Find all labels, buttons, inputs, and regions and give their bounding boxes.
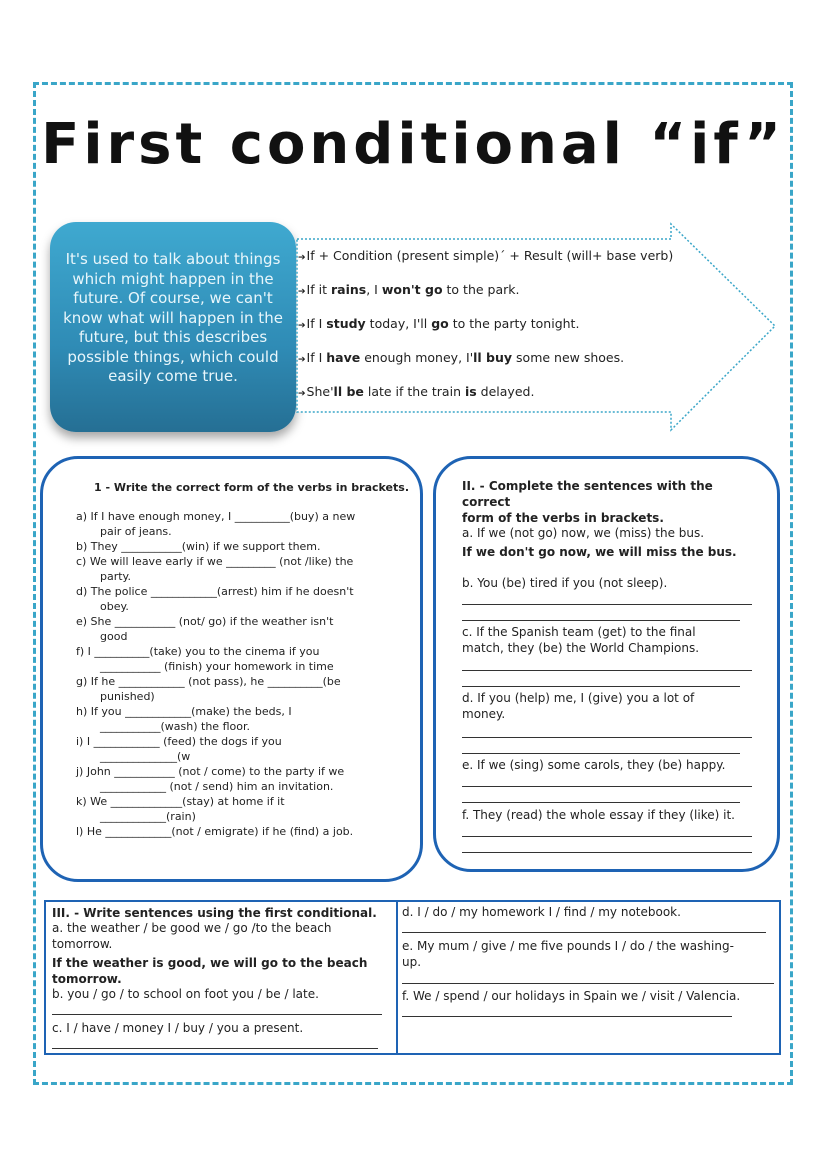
exercise-line: ______________(w (100, 750, 191, 763)
exercise-2-item-a: a. If we (not go) now, we (miss) the bus. (462, 526, 705, 540)
exercise-3-item-e: e. My mum / give / me five pounds I / do / the washing- up. (402, 939, 734, 969)
exercise-line: ___________(wash) the floor. (100, 720, 250, 733)
exercise-2-item-f: f. They (read) the whole essay if they (like) it. (462, 808, 735, 822)
exercise-line: ____________(rain) (100, 810, 196, 823)
intro-box: It's used to talk about things which might happen in the future. Of course, we can't know what will happen in the future, but this describes possible things, which could easily come true. (50, 222, 296, 432)
answer-line[interactable] (462, 802, 740, 803)
exercise-2-answer-a: If we don't go now, we will miss the bus. (462, 545, 737, 559)
exercise-1-list (76, 509, 406, 839)
exercise-line: h) If you ____________(make) the beds, I (76, 705, 292, 718)
exercise-2-heading: II. - Complete the sentences with the correct form of the verbs in brackets. (462, 479, 713, 525)
answer-line[interactable] (462, 753, 740, 754)
rule-item: ➔If I study today, I'll go to the party tonight. (298, 316, 580, 331)
answer-line[interactable] (462, 620, 740, 621)
exercise-line: ___________ (finish) your homework in time (100, 660, 334, 673)
answer-line[interactable] (402, 932, 766, 933)
exercise-line: l) He ____________(not / emigrate) if he (find) a job. (76, 825, 354, 838)
exercise-3-item-c: c. I / have / money I / buy / you a present. (52, 1021, 304, 1035)
answer-line[interactable] (462, 686, 740, 687)
answer-line[interactable] (402, 1016, 732, 1017)
exercise-line: c) We will leave early if we _________ (not /like) the (76, 555, 354, 568)
exercise-3-answer-a: If the weather is good, we will go to the beach tomorrow. (52, 956, 368, 986)
rule-item: ➔If I have enough money, I'll buy some new shoes. (298, 350, 625, 365)
table-divider (396, 902, 398, 1053)
rule-item: ➔If + Condition (present simple)´ + Result (will+ base verb) (298, 248, 674, 263)
exercise-line: e) She ___________ (not/ go) if the weather isn't (76, 615, 334, 628)
answer-line[interactable] (462, 836, 752, 837)
answer-line[interactable] (462, 604, 752, 605)
exercise-2-item-d: d. If you (help) me, I (give) you a lot of money. (462, 691, 695, 721)
answer-line[interactable] (402, 983, 774, 984)
exercise-line: d) The police ____________(arrest) him if he doesn't (76, 585, 354, 598)
exercise-line: g) If he ____________ (not pass), he __________(be (76, 675, 341, 688)
exercise-2-item-b: b. You (be) tired if you (not sleep). (462, 576, 668, 590)
exercise-3-item-a: a. the weather / be good we / go /to the beach tomorrow. (52, 921, 332, 951)
exercise-2-item-c: c. If the Spanish team (get) to the final match, they (be) the World Champions. (462, 625, 700, 655)
exercise-3-item-d: d. I / do / my homework I / find / my notebook. (402, 905, 681, 919)
exercise-3-item-f: f. We / spend / our holidays in Spain we / visit / Valencia. (402, 989, 741, 1003)
exercise-3-item-b: b. you / go / to school on foot you / be / late. (52, 987, 319, 1001)
rule-item: ➔She'll be late if the train is delayed. (298, 384, 535, 399)
exercise-2-item-e: e. If we (sing) some carols, they (be) happy. (462, 758, 726, 772)
exercise-line: j) John ___________ (not / come) to the party if we (76, 765, 345, 778)
exercise-line: good (100, 630, 128, 643)
answer-line[interactable] (52, 1048, 378, 1049)
exercise-line: k) We _____________(stay) at home if it (76, 795, 285, 808)
answer-line[interactable] (462, 852, 752, 853)
rule-item: ➔If it rains, I won't go to the park. (298, 282, 520, 297)
rules-list (298, 246, 673, 416)
answer-line[interactable] (462, 786, 752, 787)
exercise-line: party. (100, 570, 131, 583)
exercise-1-heading: 1 - Write the correct form of the verbs in brackets. (94, 481, 409, 494)
exercise-line: b) They ___________(win) if we support them. (76, 540, 321, 553)
exercise-line: pair of jeans. (100, 525, 172, 538)
answer-line[interactable] (462, 737, 752, 738)
answer-line[interactable] (52, 1014, 382, 1015)
exercise-line: punished) (100, 690, 155, 703)
answer-line[interactable] (462, 670, 752, 671)
exercise-line: f) I __________(take) you to the cinema if you (76, 645, 320, 658)
exercise-line: ____________ (not / send) him an invitation. (100, 780, 334, 793)
exercise-line: a) If I have enough money, I __________(buy) a new (76, 510, 356, 523)
exercise-line: obey. (100, 600, 129, 613)
page-title: First conditional “if” (41, 112, 785, 177)
exercise-line: i) I ____________ (feed) the dogs if you (76, 735, 282, 748)
exercise-3-heading: III. - Write sentences using the first conditional. (52, 906, 377, 920)
